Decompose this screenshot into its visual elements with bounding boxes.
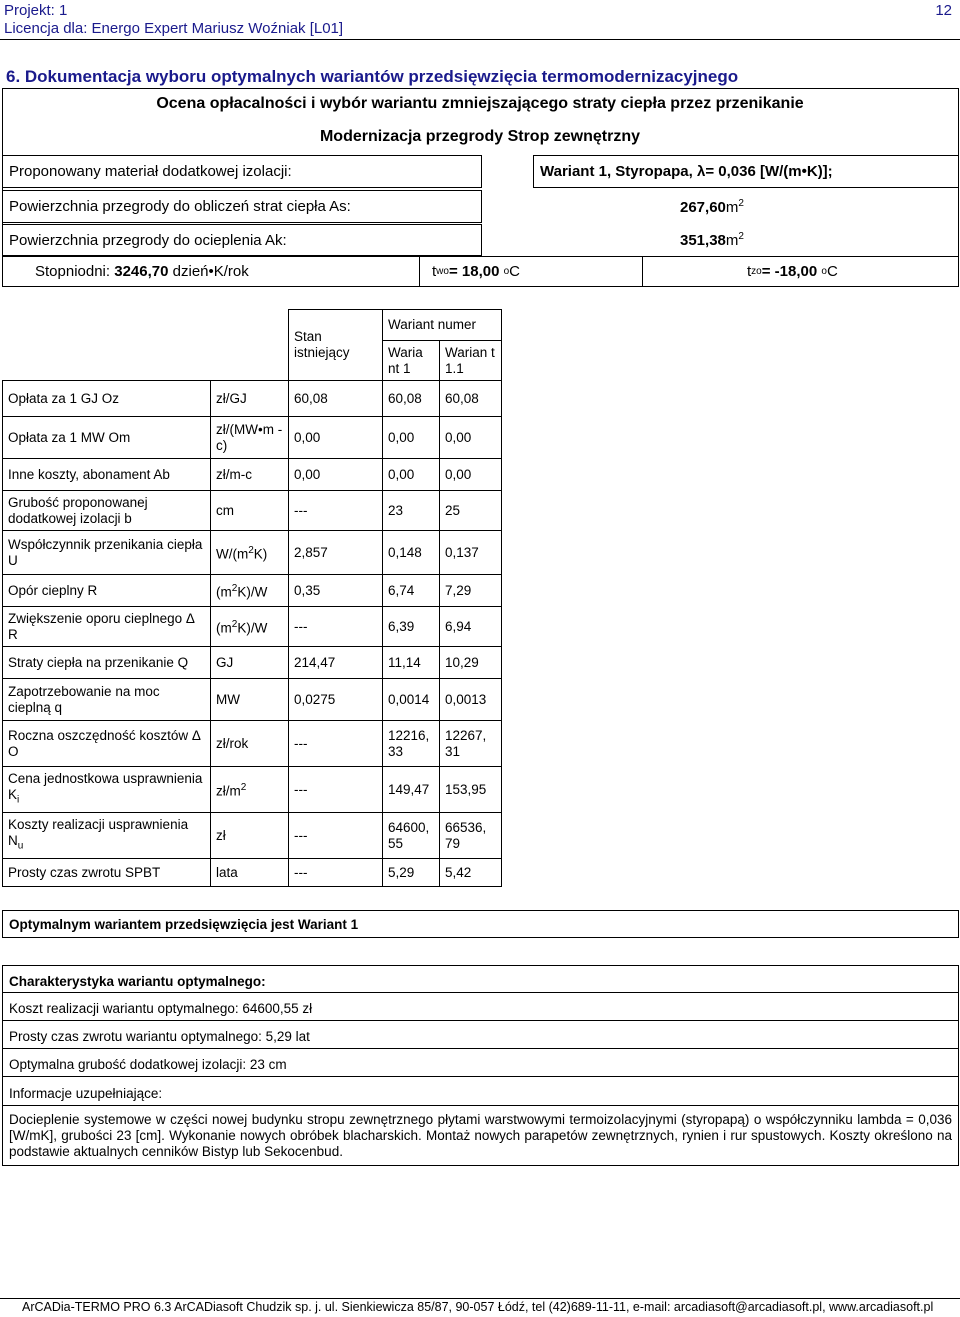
optimal-box <box>2 910 959 938</box>
table-row <box>3 575 502 607</box>
row-variant11-value: 25 <box>440 491 502 531</box>
table-row <box>3 381 502 417</box>
row-unit: cm <box>211 491 289 531</box>
row-variant11-value: 0,137 <box>440 531 502 575</box>
row-state-value: 0,0275 <box>289 679 383 721</box>
row-variant1-value: 0,0014 <box>383 679 440 721</box>
row-label: Zwiększenie oporu cieplnego Δ R <box>3 607 211 647</box>
row-state-value: 2,857 <box>289 531 383 575</box>
row-label: Opór cieplny R <box>3 575 211 607</box>
row-variant1-value: 6,74 <box>383 575 440 607</box>
row-label: Roczna oszczędność kosztów Δ O <box>3 721 211 767</box>
row-variant11-value: 0,00 <box>440 459 502 491</box>
row-unit: zł <box>211 813 289 859</box>
row-variant1-value: 5,29 <box>383 859 440 887</box>
section-subtitle: Ocena opłacalności i wybór wariantu zmniejszającego straty ciepła przez przenikanie <box>156 95 804 112</box>
row-state-value: 60,08 <box>289 381 383 417</box>
row-variant11-value: 153,95 <box>440 767 502 813</box>
row-label: Straty ciepła na przenikanie Q <box>3 647 211 679</box>
row-state-value: --- <box>289 859 383 887</box>
row-unit: zł/rok <box>211 721 289 767</box>
row-variant11-value: 6,94 <box>440 607 502 647</box>
row-state-value: --- <box>289 767 383 813</box>
table-row <box>3 721 502 767</box>
table-row <box>3 459 502 491</box>
col-variant11-header: Warian t 1.1 <box>440 341 502 381</box>
table-row <box>3 767 502 813</box>
row-label: Opłata za 1 GJ Oz <box>3 381 211 417</box>
internal-temp: t wo = 18,00 o C <box>419 256 643 287</box>
row-unit: $W/(m^2K)$ <box>211 531 289 575</box>
characteristics-box <box>2 965 959 1166</box>
row-variant11-value: 7,29 <box>440 575 502 607</box>
row-label: Cena jednostkowa usprawnienia $K_i$ <box>3 767 211 813</box>
footer-divider <box>0 1298 960 1299</box>
col-variant-header: Wariant numer <box>383 310 502 341</box>
row-unit: MW <box>211 679 289 721</box>
row-unit: $zł/m^2$ <box>211 767 289 813</box>
table-corner <box>3 310 289 381</box>
row-state-value: --- <box>289 813 383 859</box>
row-unit: zł/m-c <box>211 459 289 491</box>
table-row <box>3 679 502 721</box>
table-row <box>3 813 502 859</box>
row-label: Inne koszty, abonament Ab <box>3 459 211 491</box>
table-row <box>3 531 502 575</box>
degree-days: Stopniodni: 3246,70 dzień•K/rok <box>2 256 420 287</box>
row-label: Grubość proponowanej dodatkowej izolacji b <box>3 491 211 531</box>
header-divider <box>0 39 960 40</box>
row-state-value: 0,00 <box>289 417 383 459</box>
row-variant11-value: 5,42 <box>440 859 502 887</box>
row-variant11-value: 0,0013 <box>440 679 502 721</box>
row-variant11-value: 60,08 <box>440 381 502 417</box>
row-label: Prosty czas zwrotu SPBT <box>3 859 211 887</box>
row-unit: GJ <box>211 647 289 679</box>
row-unit: zł/(MW•m -c) <box>211 417 289 459</box>
row-unit: $(m^2K)/W$ <box>211 575 289 607</box>
row-state-value: 214,47 <box>289 647 383 679</box>
area-ak-value: $351,38m^2$ <box>680 231 744 249</box>
row-state-value: 0,35 <box>289 575 383 607</box>
area-as-value: $267,60m^2$ <box>680 198 744 216</box>
row-unit: $(m^2K)/W$ <box>211 607 289 647</box>
table-row <box>3 417 502 459</box>
info-text: Docieplenie systemowe w części nowej budynku stropu zewnętrznego płytami warstwowymi termoizolacyjnymi (styropapą) o współczynniku lambda = 0,036 [W/mK], grubości 23 [cm]. Wykonanie nowych obróbek blacharskich. Montaż nowych parapetów zewnętrznych, rynien i rur spustowych. Koszty określono na podstawie aktualnych cenników Bistyp lub Sekocenbud. <box>9 1112 952 1159</box>
row-label: Opłata za 1 MW Om <box>3 417 211 459</box>
project-label: Projekt: 1 <box>4 2 68 19</box>
row-variant11-value: 10,29 <box>440 647 502 679</box>
optimal-text: Optymalnym wariantem przedsięwzięcia jest Wariant 1 <box>9 917 359 932</box>
table-row <box>3 491 502 531</box>
modernization-title: Modernizacja przegrody Strop zewnętrzny <box>319 128 641 145</box>
col-variant1-header: Waria nt 1 <box>383 341 440 381</box>
material-value: Wariant 1, Styropapa, λ= 0,036 [W/(m•K)]; <box>533 155 959 188</box>
row-state-value: --- <box>289 491 383 531</box>
row-label: Współczynnik przenikania ciepła U <box>3 531 211 575</box>
info-title: Informacje uzupełniające: <box>9 1086 163 1101</box>
row-unit: zł/GJ <box>211 381 289 417</box>
variants-table <box>2 309 502 887</box>
row-state-value: --- <box>289 721 383 767</box>
row-variant1-value: 64600, 55 <box>383 813 440 859</box>
row-label: Koszty realizacji usprawnienia $N_u$ <box>3 813 211 859</box>
characteristics-title: Charakterystyka wariantu optymalnego: <box>9 974 266 989</box>
footer-text: ArCADia-TERMO PRO 6.3 ArCADiasoft Chudzik sp. j. ul. Sienkiewicza 85/87, 90-057 Łódź, tel (42)689-11-11, e-mail: arcadiasoft@arcadiasoft.pl, www.arcadiasoft.pl <box>22 1300 934 1314</box>
area-as-label: Powierzchnia przegrody do obliczeń strat ciepła As: <box>2 190 482 223</box>
row-variant1-value: 0,00 <box>383 417 440 459</box>
table-row <box>3 859 502 887</box>
row-variant11-value: 0,00 <box>440 417 502 459</box>
optimal-thickness: Optymalna grubość dodatkowej izolacji: 23 cm <box>9 1057 287 1072</box>
external-temp: t zo = -18,00 o C <box>642 256 959 287</box>
page-number: 12 <box>935 2 952 19</box>
row-variant1-value: 11,14 <box>383 647 440 679</box>
row-variant1-value: 60,08 <box>383 381 440 417</box>
row-variant1-value: 0,00 <box>383 459 440 491</box>
optimal-cost: Koszt realizacji wariantu optymalnego: 64600,55 zł <box>9 1001 313 1016</box>
row-variant1-value: 149,47 <box>383 767 440 813</box>
row-unit: lata <box>211 859 289 887</box>
row-variant1-value: 6,39 <box>383 607 440 647</box>
license-label: Licencja dla: Energo Expert Mariusz Woźniak [L01] <box>4 20 344 37</box>
row-state-value: 0,00 <box>289 459 383 491</box>
row-variant11-value: 66536, 79 <box>440 813 502 859</box>
row-label: Zapotrzebowanie na moc cieplną q <box>3 679 211 721</box>
col-state-header: Stan istniejący <box>289 310 383 381</box>
material-label: Proponowany materiał dodatkowej izolacji: <box>2 155 482 188</box>
optimal-payback: Prosty czas zwrotu wariantu optymalnego: 5,29 lat <box>9 1029 310 1044</box>
row-variant1-value: 23 <box>383 491 440 531</box>
row-variant1-value: 12216, 33 <box>383 721 440 767</box>
table-row <box>3 607 502 647</box>
page-title: 6. Dokumentacja wyboru optymalnych wariantów przedsięwzięcia termomodernizacyjnego <box>6 67 739 86</box>
table-row <box>3 647 502 679</box>
row-variant1-value: 0,148 <box>383 531 440 575</box>
area-ak-label: Powierzchnia przegrody do ocieplenia Ak: <box>2 224 482 256</box>
row-variant11-value: 12267, 31 <box>440 721 502 767</box>
row-state-value: --- <box>289 607 383 647</box>
